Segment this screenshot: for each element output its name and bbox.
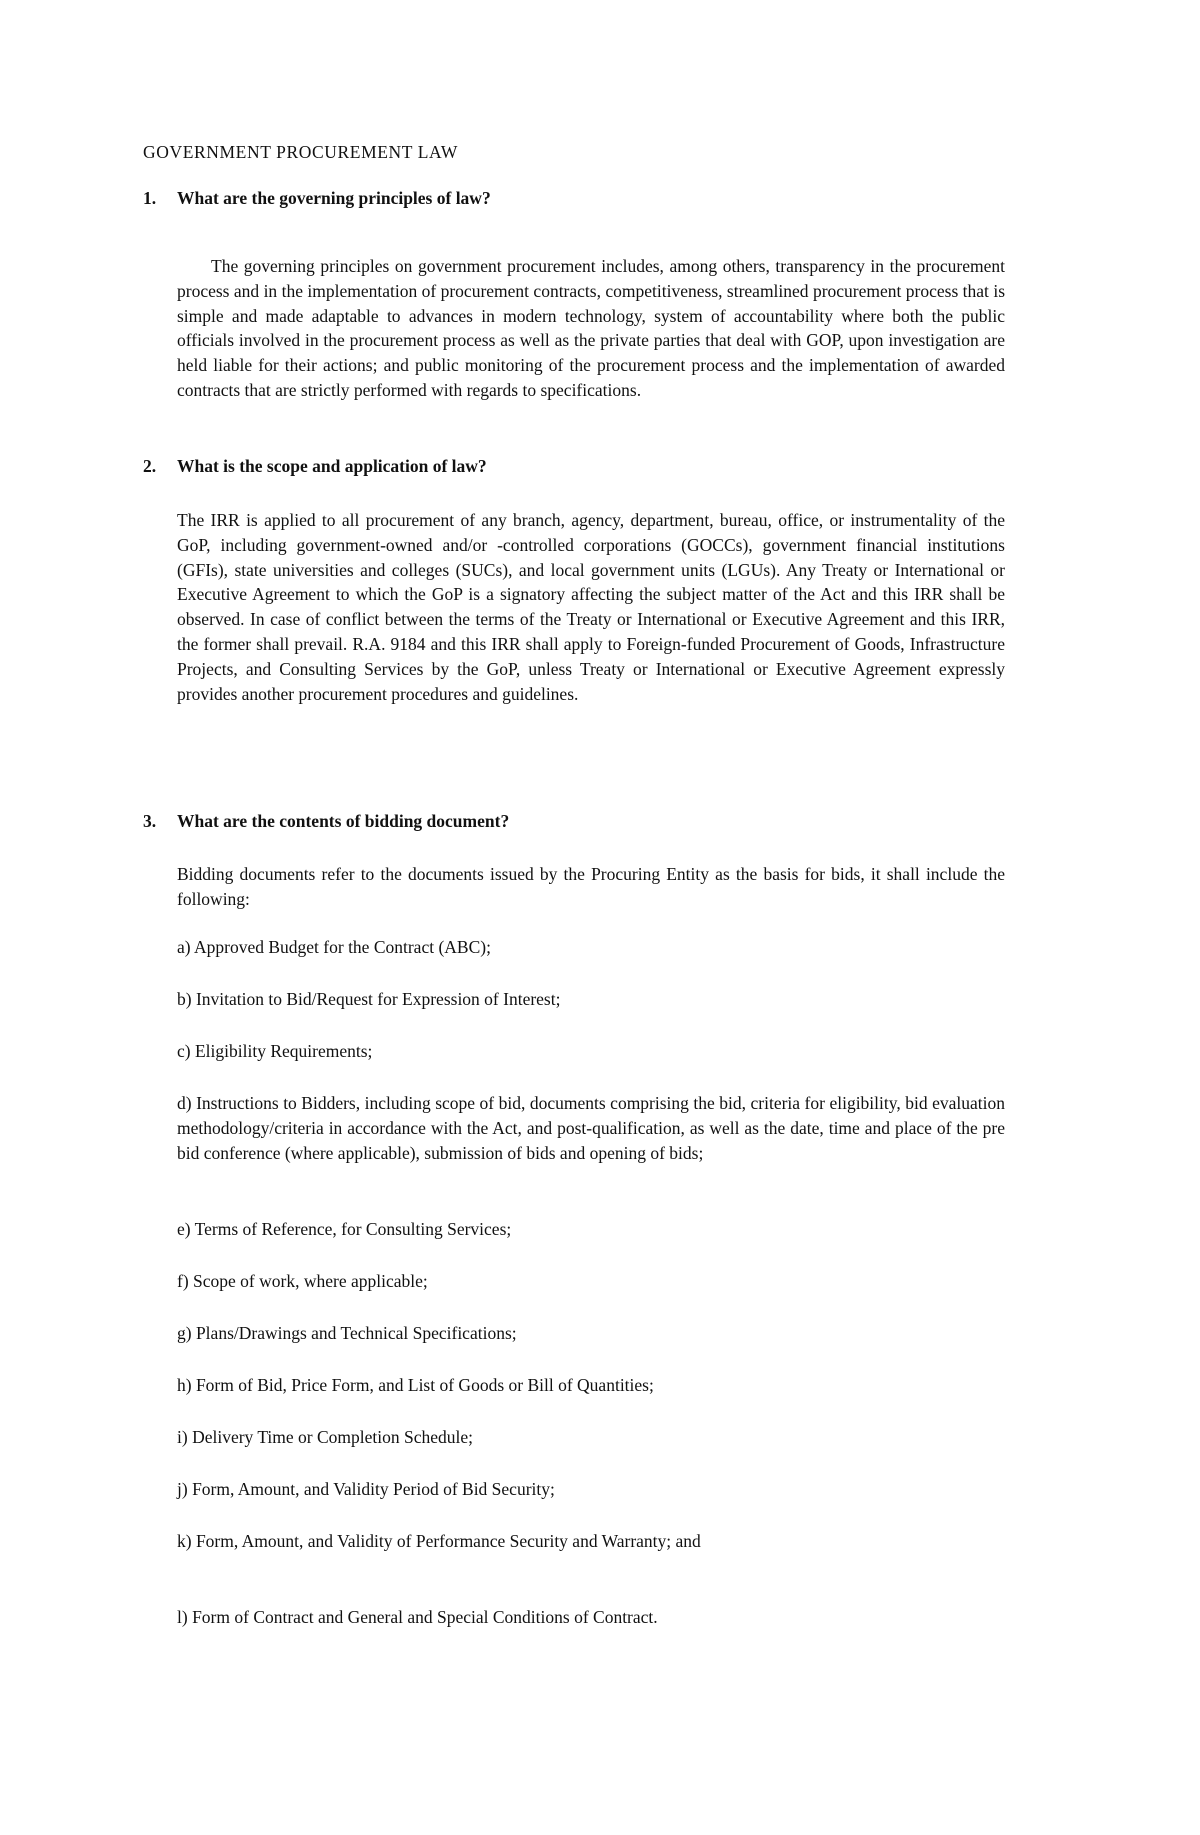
list-item-h: h) Form of Bid, Price Form, and List of Goods or Bill of Quantities; (177, 1375, 654, 1395)
list-item-k: k) Form, Amount, and Validity of Performance Security and Warranty; and (177, 1531, 701, 1551)
section-1-heading (143, 188, 491, 209)
section-3-number: 3. (143, 811, 157, 831)
section-1-heading-text: What are the governing principles of law? (177, 188, 491, 208)
section-2-body: The IRR is applied to all procurement of any branch, agency, department, bureau, office, or instrumentality of the GoP, including government-owned and/or -controlled corporations (GOCCs), government financial institutions (GFIs), state universities and colleges (SUCs), and local government units (LGUs). Any Treaty or International or Executive Agreement to which the GoP is a signatory affecting the subject matter of the Act and this IRR shall be observed. In case of conflict between the terms of the Treaty or International or Executive Agreement and this IRR, the former shall prevail. R.A. 9184 and this IRR shall apply to Foreign-funded Procurement of Goods, Infrastructure Projects, and Consulting Services by the GoP, unless Treaty or International or Executive Agreement expressly provides another procurement procedures and guidelines. (177, 510, 1005, 704)
section-3-heading (143, 811, 510, 832)
section-1-body: The governing principles on government procurement includes, among others, transparency in the procurement process and in the implementation of procurement contracts, competitiveness, streamlined procurement process that is simple and made adaptable to advances in modern technology, system of accountability where both the public officials involved in the procurement process as well as the private parties that deal with GOP, upon investigation are held liable for their actions; and public monitoring of the procurement process and the implementation of awarded contracts that are strictly performed with regards to specifications. (177, 256, 1005, 400)
section-3-heading-text: What are the contents of bidding document? (177, 811, 510, 831)
section-2-heading-text: What is the scope and application of law? (177, 456, 487, 476)
list-item-b: b) Invitation to Bid/Request for Expression of Interest; (177, 989, 561, 1009)
section-3-intro: Bidding documents refer to the documents issued by the Procuring Entity as the basis for bids, it shall include the following: (177, 864, 1005, 909)
section-2-number: 2. (143, 456, 157, 476)
list-item-j: j) Form, Amount, and Validity Period of Bid Security; (177, 1479, 555, 1499)
list-item-f: f) Scope of work, where applicable; (177, 1271, 428, 1291)
section-2-heading (143, 456, 487, 477)
list-item-e: e) Terms of Reference, for Consulting Services; (177, 1219, 512, 1239)
list-item-c: c) Eligibility Requirements; (177, 1041, 373, 1061)
document-title: GOVERNMENT PROCUREMENT LAW (143, 142, 458, 162)
list-item-g: g) Plans/Drawings and Technical Specifications; (177, 1323, 517, 1343)
list-item-a: a) Approved Budget for the Contract (ABC); (177, 937, 491, 957)
list-item-d: d) Instructions to Bidders, including scope of bid, documents comprising the bid, criteria for eligibility, bid evaluation methodology/criteria in accordance with the Act, and post-qualification, as well as the date, time and place of the pre bid conference (where applicable), submission of bids and opening of bids; (177, 1093, 1005, 1163)
section-1-number: 1. (143, 188, 157, 208)
list-item-l: l) Form of Contract and General and Special Conditions of Contract. (177, 1607, 658, 1627)
list-item-i: i) Delivery Time or Completion Schedule; (177, 1427, 474, 1447)
